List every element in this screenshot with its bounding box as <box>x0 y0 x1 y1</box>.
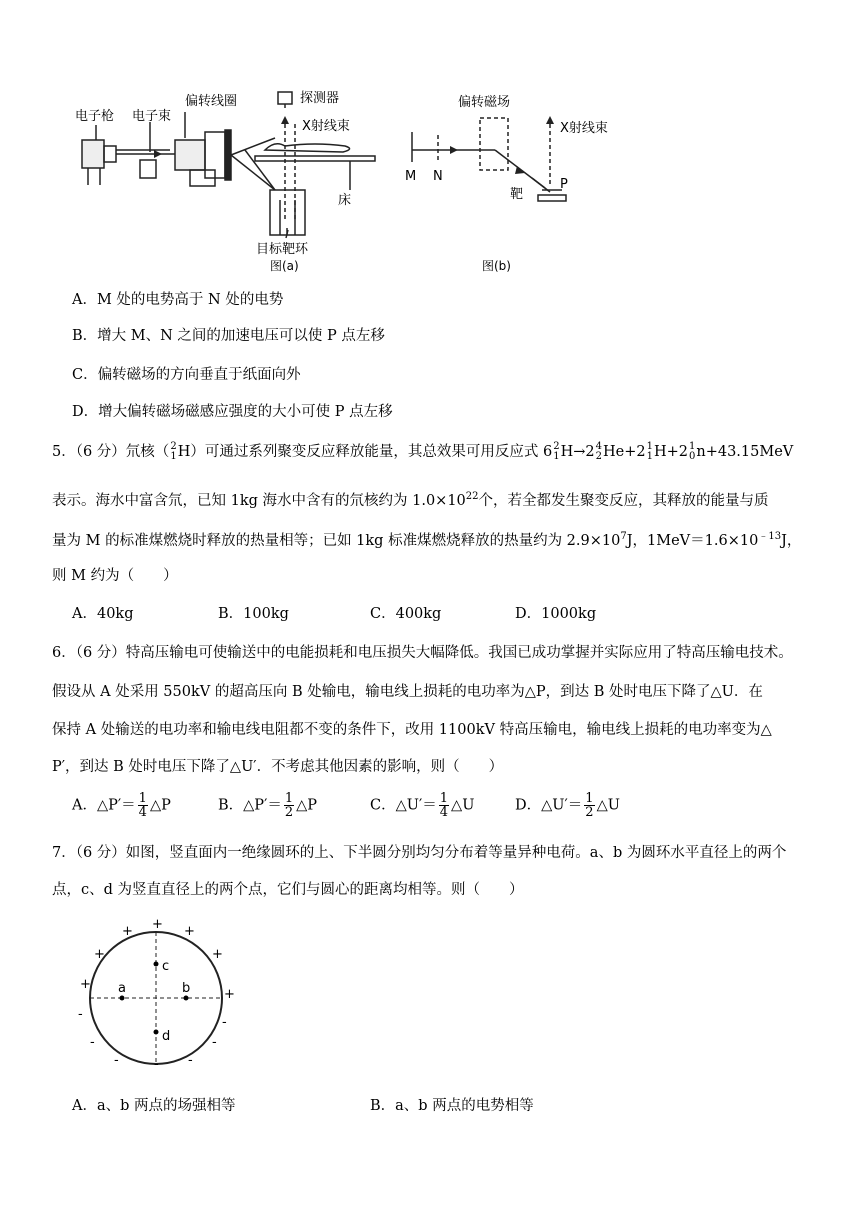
q5-stem-line3: 量为 M 的标准煤燃烧时释放的热量相等；已如 1kg 标准煤燃烧释放的热量约为 $2.9\times 10^7J$，$1MeV=1.6\times 10^{﹣13}J$， <box>52 531 802 549</box>
label-a: a <box>118 981 126 996</box>
q7-stem-line1: 7．（6 分）如图，竖直面内一绝缘圆环的上、下半圆分别均匀分布着等量异种电荷。a、b 为圆环水平直径上的两个 <box>52 845 787 861</box>
minus-sign: - <box>114 1053 119 1068</box>
label-N: N <box>433 169 443 184</box>
label-detector: 探测器 <box>300 91 340 106</box>
minus-sign: - <box>212 1035 217 1050</box>
q6-option-b[interactable]: B．△P′＝ $\frac{1}{2}$ △P <box>218 791 318 820</box>
plus-sign: + <box>122 924 133 939</box>
figure-b <box>400 80 640 275</box>
q6-stem-line4: P′，到达 B 处时电压下降了△U′．不考虑其他因素的影响，则（ ） <box>52 759 504 775</box>
caption-a: 图(a) <box>270 259 299 273</box>
q5-option-b[interactable]: B．100kg <box>218 606 289 622</box>
figure-a <box>70 80 390 275</box>
label-P: P <box>560 177 568 192</box>
minus-sign: - <box>90 1035 95 1050</box>
plus-sign: + <box>224 987 235 1002</box>
q4-option-a[interactable]: A．M 处的电势高于 N 处的电势 <box>72 292 284 308</box>
q6-option-c[interactable]: C．△U′＝ $\frac{1}{4}$ △U <box>370 791 475 820</box>
label-bed: 床 <box>338 193 352 208</box>
q7-ring-figure <box>70 918 245 1068</box>
q5-stem-line2: 表示。海水中富含氘，已知 1kg 海水中含有的氘核约为 $1.0\times 10^{22}$个，若全都发生聚变反应，其释放的能量与质 <box>52 491 769 509</box>
q6-option-d[interactable]: D．△U′＝ $\frac{1}{2}$ △U <box>515 791 620 820</box>
label-b: b <box>182 981 191 996</box>
q5-option-c[interactable]: C．400kg <box>370 606 442 622</box>
q5-option-a[interactable]: A．40kg <box>72 606 134 622</box>
label-electron-beam: 电子束 <box>132 109 172 124</box>
q5-stem-line4: 则 M 约为（ ） <box>52 568 178 584</box>
label-c: c <box>162 959 170 974</box>
caption-b: 图(b) <box>482 259 511 273</box>
q7-stem-line2: 点，c、d 为竖直直径上的两个点，它们与圆心的距离均相等。则（ ） <box>52 882 524 898</box>
label-deflection-field: 偏转磁场 <box>458 95 511 110</box>
label-M: M <box>405 169 417 184</box>
label-xray-beam-a: X射线束 <box>302 119 350 134</box>
q6-option-a[interactable]: A．△P′＝ $\frac{1}{4}$ △P <box>72 791 171 820</box>
label-target: 靶 <box>510 187 524 202</box>
q7-option-b[interactable]: B．a、b 两点的电势相等 <box>370 1098 534 1114</box>
q4-option-b[interactable]: B．增大 M、N 之间的加速电压可以使 P 点左移 <box>72 328 385 344</box>
label-electron-gun: 电子枪 <box>75 109 115 124</box>
q6-stem-line2: 假设从 A 处采用 550kV 的超高压向 B 处输电，输电线上损耗的电功率为△P，到达 B 处时电压下降了△U．在 <box>52 684 763 700</box>
q4-option-c[interactable]: C．偏转磁场的方向垂直于纸面向外 <box>72 367 301 383</box>
plus-sign: + <box>212 947 223 962</box>
label-xray-beam-b: X射线束 <box>560 121 608 136</box>
minus-sign: - <box>222 1015 227 1030</box>
plus-sign: + <box>94 947 105 962</box>
label-target-ring: 目标靶环 <box>256 242 309 257</box>
plus-sign: + <box>80 977 91 992</box>
plus-sign: + <box>184 924 195 939</box>
q7-option-a[interactable]: A．a、b 两点的场强相等 <box>72 1098 236 1114</box>
minus-sign: - <box>188 1053 193 1068</box>
q6-stem-line1: 6．（6 分）特高压输电可使输送中的电能损耗和电压损失大幅降低。我国已成功掌握并实际应用了特高压输电技术。 <box>52 645 793 661</box>
q6-stem-line3: 保持 A 处输送的电功率和输电线电阻都不变的条件下，改用 1100kV 特高压输电，输电线上损耗的电功率变为△ <box>52 722 772 738</box>
label-deflection-coil: 偏转线圈 <box>185 94 238 109</box>
plus-sign: + <box>152 918 163 932</box>
label-d: d <box>162 1029 171 1044</box>
minus-sign: - <box>78 1007 83 1022</box>
minus-sign: - <box>154 1057 159 1068</box>
q5-stem-line1: 5．（6 分）氘核（ 2 1 H）可通过系列聚变反应释放能量，其总效果可用反应式 6 2 1 H→2 4 2 He+2 1 1 H+2 1 0 n+43.15MeV <box>52 441 794 462</box>
q5-option-d[interactable]: D．1000kg <box>515 606 597 622</box>
q4-option-d[interactable]: D．增大偏转磁场磁感应强度的大小可使 P 点左移 <box>72 404 393 420</box>
